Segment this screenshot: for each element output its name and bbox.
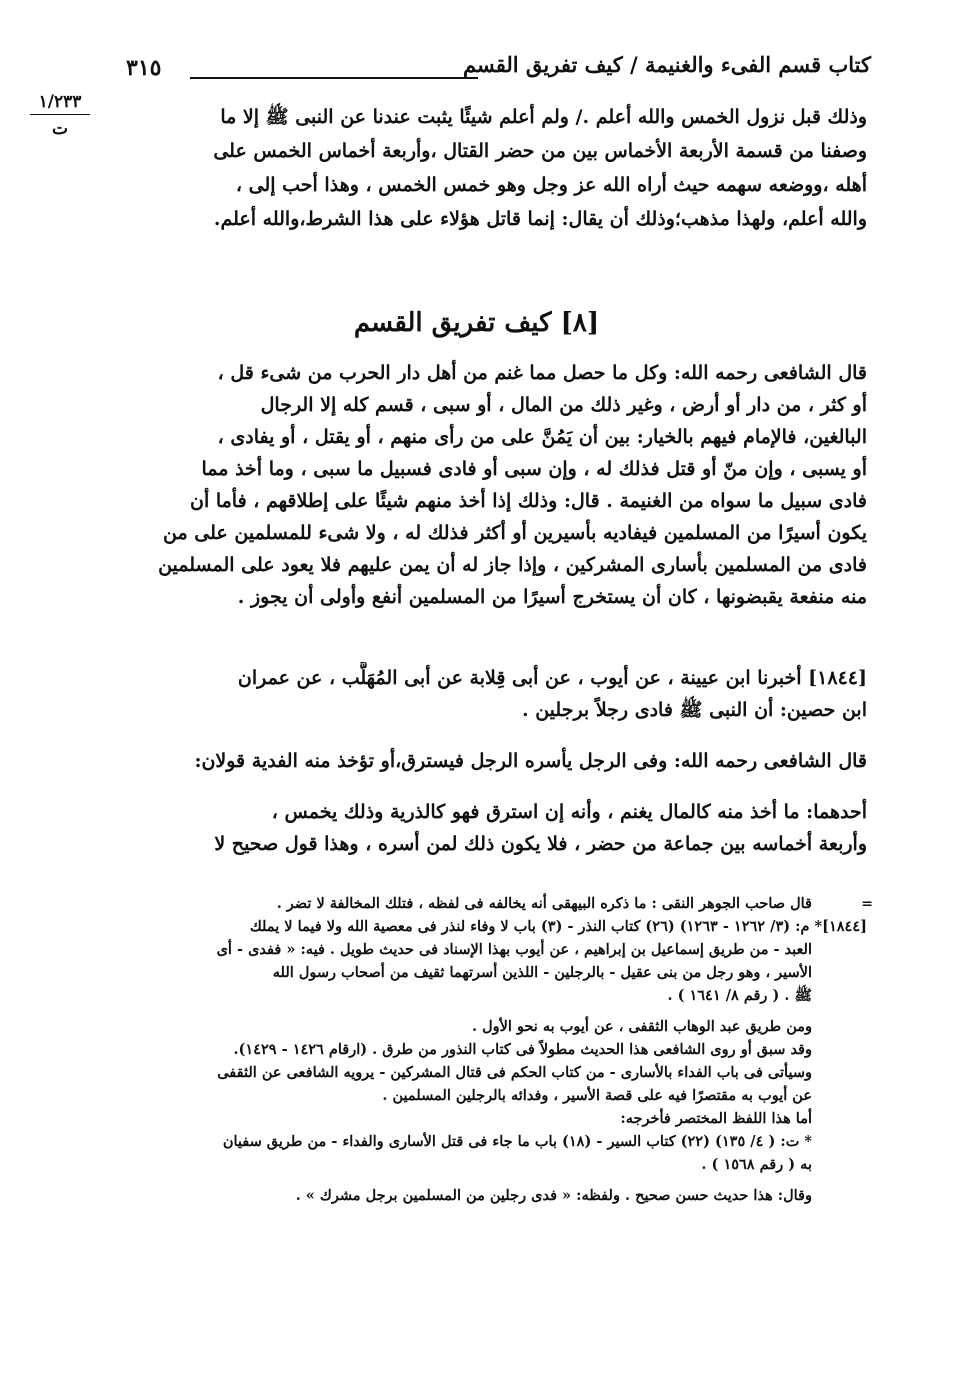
text-line: [١٨٤٤] أخبرنا ابن عيينة ، عن أيوب ، عن أبى قِلابة عن أبى المُهَلَّب ، عن عمران	[237, 667, 867, 689]
footnote-line: قال صاحب الجوهر النقى : ما ذكره البيهقى أنه يخالفه فى لفظه ، فتلك المخالفة لا تضر .	[276, 895, 812, 912]
footnote-line: أما هذا اللفظ المختصر فأخرجه:	[620, 1110, 812, 1127]
text-line: أو كثر ، من دار أو أرض ، وغير ذلك من المال ، أو سبى ، قسم كله إلا الرجال	[260, 394, 867, 416]
margin-ref-letter: ت	[51, 119, 68, 139]
footnote-line: وسيأتى فى باب الفداء بالأسارى - من كتاب الحكم فى قتال المشركين - يرويه الشافعى عن الثقفى	[217, 1064, 812, 1081]
text-line: أحدهما: ما أخذ منه كالمال يغنم ، وأنه إن استرق فهو كالذرية وذلك يخمس ،	[271, 801, 867, 823]
footnote-line: وقال: هذا حديث حسن صحيح . ولفظه: « فدى رجلين من المسلمين برجل مشرك » .	[295, 1187, 812, 1204]
footnote-line: ومن طريق عبد الوهاب الثقفى ، عن أيوب به نحو الأول .	[471, 1018, 812, 1035]
text-line: ابن حصين: أن النبى ﷺ فادى رجلاً برجلين .	[521, 699, 867, 721]
ahad-paragraph	[127, 796, 867, 860]
running-title: كتاب قسم الفىء والغنيمة / كيف تفريق القسم	[463, 52, 871, 77]
main-paragraph	[127, 357, 867, 613]
footnote-line: [١٨٤٤]* م: (٣/ ١٢٦٢ - ١٢٦٣) (٢٦) كتاب النذر - (٣) باب لا وفاء لنذر فى معصية الله ولا فيما لا يملك	[249, 918, 867, 935]
text-line: منه منفعة يقبضونها ، كان أن يستخرج أسيرًا من المسلمين أنفع وأولى أن يجوز .	[237, 586, 867, 608]
section-title: [٨] كيف تفريق القسم	[353, 308, 600, 338]
hadith-paragraph	[127, 662, 867, 726]
text-line: وصفنا من قسمة الأربعة الأخماس بين من حضر القتال ،وأربعة أخماس الخمس على	[213, 140, 867, 162]
footnote-line: الأسير ، وهو رجل من بنى عقيل - بالرجلين - اللذين أسرتهما ثقيف من أصحاب رسول الله	[272, 964, 812, 981]
footnote-line: عن أيوب به مقتصرًا فيه على قصة الأسير ، وفدائه بالرجلين المسلمين .	[382, 1087, 812, 1104]
page-number: ٣١٥	[126, 55, 162, 81]
margin-ref-number: ١/٢٣٣	[30, 92, 90, 115]
text-line: يكون أسيرًا من المسلمين فيفاديه بأسيرين أو أكثر فذلك له ، ولا شىء للمسلمين على من	[163, 522, 867, 544]
footnote-separator-mark: =	[861, 896, 873, 912]
text-line: البالغين، فالإمام فيهم بالخيار: بين أن يَمُنَّ على من رأى منهم ، أو يقتل ، أو يفادى ،	[217, 426, 867, 448]
text-line: أو يسبى ، وإن منّ أو قتل فذلك له ، وإن سبى أو فادى فسبيل ما سبى ، وما أخذ مما	[201, 458, 867, 480]
text-line: وذلك قبل نزول الخمس والله أعلم ./ ولم أعلم شيئًا يثبت عندنا عن النبى ﷺ إلا ما	[220, 106, 867, 128]
margin-reference	[30, 92, 90, 139]
text-line: فادى من المسلمين بأسارى المشركين ، وإذا جاز له أن يمن عليهم فلا يعود على المسلمين	[158, 554, 867, 576]
header-rule	[190, 77, 478, 79]
footnote-line: ﷺ . ( رقم ٨/ ١٦٤١ ) .	[667, 987, 812, 1004]
text-line: وأربعة أخماسه بين جماعة من حضر ، فلا يكون ذلك لمن أسره ، وهذا قول صحيح لا	[214, 833, 867, 855]
text-line: قال الشافعى رحمه الله: وكل ما حصل مما غنم من أهل دار الحرب من شىء قل ،	[217, 362, 867, 384]
footnote-line: به ( رقم ١٥٦٨ ) .	[701, 1156, 812, 1173]
qawl-paragraph	[127, 745, 867, 777]
text-line: أهله ،ووضعه سهمه حيث أراه الله عز وجل وهو خمس الخمس ، وهذا أحب إلى ،	[235, 174, 867, 196]
text-line: والله أعلم، ولهذا مذهب؛وذلك أن يقال: إنما قاتل هؤلاء على هذا الشرط،والله أعلم.	[213, 208, 867, 230]
top-paragraph	[127, 100, 867, 236]
footnote-line: العبد - من طريق إسماعيل بن إبراهيم ، عن أيوب بهذا الإسناد فى حديث طويل . فيه: « ففدى - أى	[216, 941, 812, 958]
footnote-line: * ت: ( ٤/ ١٣٥) (٢٢) كتاب السير - (١٨) باب ما جاء فى قتل الأسارى والفداء - من طريق سفيان	[222, 1133, 812, 1150]
footnotes	[107, 892, 867, 1207]
text-line: فادى سبيل ما سواه من الغنيمة . قال: وذلك إذا أخذ منهم شيئًا على إطلاقهم ، فأما أن	[189, 490, 867, 512]
text-line: قال الشافعى رحمه الله: وفى الرجل يأسره الرجل فيسترق،أو تؤخذ منه الفدية قولان:	[194, 750, 867, 772]
footnote-line: وقد سبق أو روى الشافعى هذا الحديث مطولاً فى كتاب النذور من طرق . (ارقام ١٤٢٦ - ١٤٢٩).	[233, 1041, 812, 1058]
